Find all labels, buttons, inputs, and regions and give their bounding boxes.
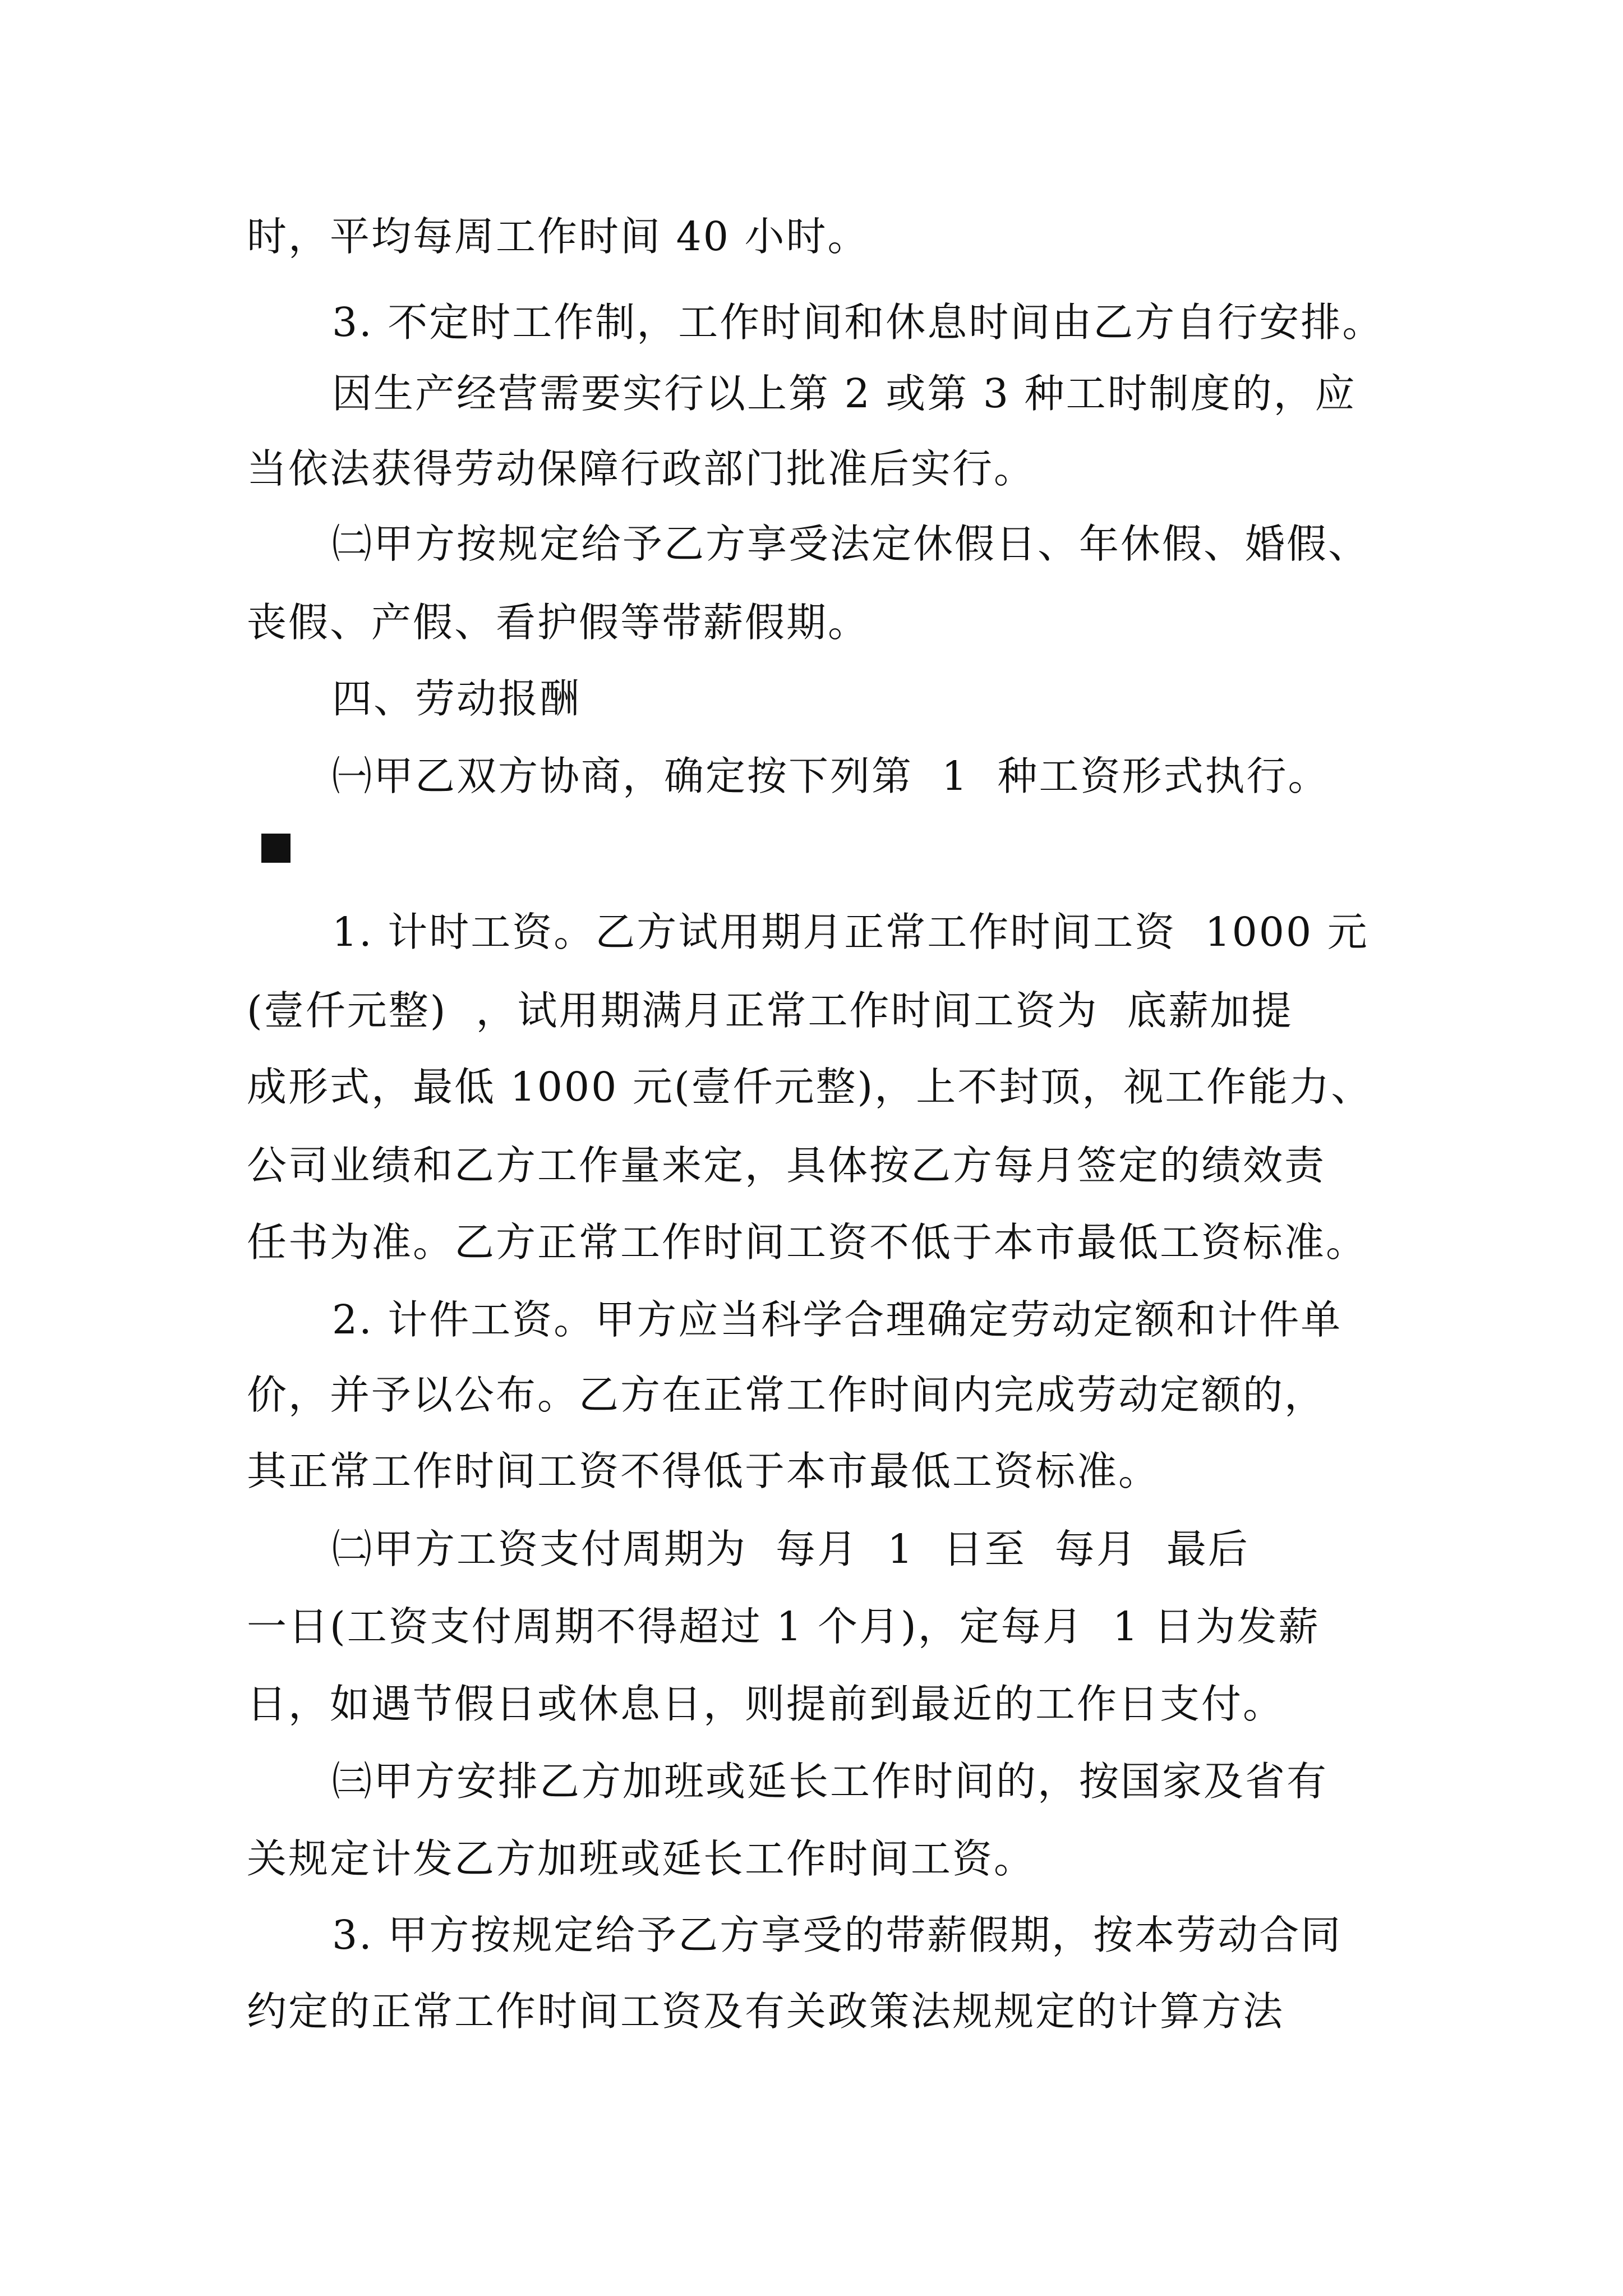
text-line: 当依法获得劳动保障行政部门批准后实行。: [247, 445, 1036, 492]
text-line: ㈢甲方安排乙方加班或延长工作时间的，按国家及省有: [332, 1758, 1329, 1805]
text-line: 关规定计发乙方加班或延长工作时间工资。: [247, 1835, 1036, 1882]
text-line: 价，并予以公布。乙方在正常工作时间内完成劳动定额的，: [247, 1372, 1326, 1418]
text-line: (壹仟元整) ，试用期满月正常工作时间工资为 底薪加提: [247, 987, 1293, 1034]
text-line: 其正常工作时间工资不得低于本市最低工资标准。: [247, 1448, 1160, 1494]
text-line: 一日(工资支付周期不得超过 1 个月)，定每月 1 日为发薪: [247, 1603, 1320, 1650]
text-line: 时，平均每周工作时间 40 小时。: [247, 213, 869, 260]
text-line: 3. 甲方按规定给予乙方享受的带薪假期，按本劳动合同: [332, 1912, 1343, 1958]
text-line: 丧假、产假、看护假等带薪假期。: [247, 599, 870, 646]
black-square-marker: [261, 834, 291, 863]
text-line: 因生产经营需要实行以上第 2 或第 3 种工时制度的，应: [332, 370, 1357, 417]
text-line: 公司业绩和乙方工作量来定，具体按乙方每月签定的绩效责: [247, 1142, 1326, 1189]
text-line: 2. 计件工资。甲方应当科学合理确定劳动定额和计件单: [332, 1296, 1343, 1343]
text-line: 1. 计时工资。乙方试用期月正常工作时间工资 1000 元: [332, 909, 1369, 955]
text-line: ㈡甲方工资支付周期为 每月 1 日至 每月 最后: [332, 1526, 1249, 1572]
text-line: 3. 不定时工作制，工作时间和休息时间由乙方自行安排。: [332, 299, 1384, 346]
text-line: 任书为准。乙方正常工作时间工资不低于本市最低工资标准。: [247, 1219, 1368, 1266]
text-line: ㈠甲乙双方协商，确定按下列第 1 种工资形式执行。: [332, 753, 1330, 799]
text-line: ㈡甲方按规定给予乙方享受法定休假日、年休假、婚假、: [332, 521, 1370, 567]
text-line: 日，如遇节假日或休息日，则提前到最近的工作日支付。: [247, 1681, 1285, 1727]
text-line: 约定的正常工作时间工资及有关政策法规规定的计算方法: [247, 1988, 1285, 2035]
section-heading: 四、劳动报酬: [332, 675, 582, 722]
text-line: 成形式，最低 1000 元(壹仟元整)，上不封顶，视工作能力、: [247, 1064, 1373, 1110]
